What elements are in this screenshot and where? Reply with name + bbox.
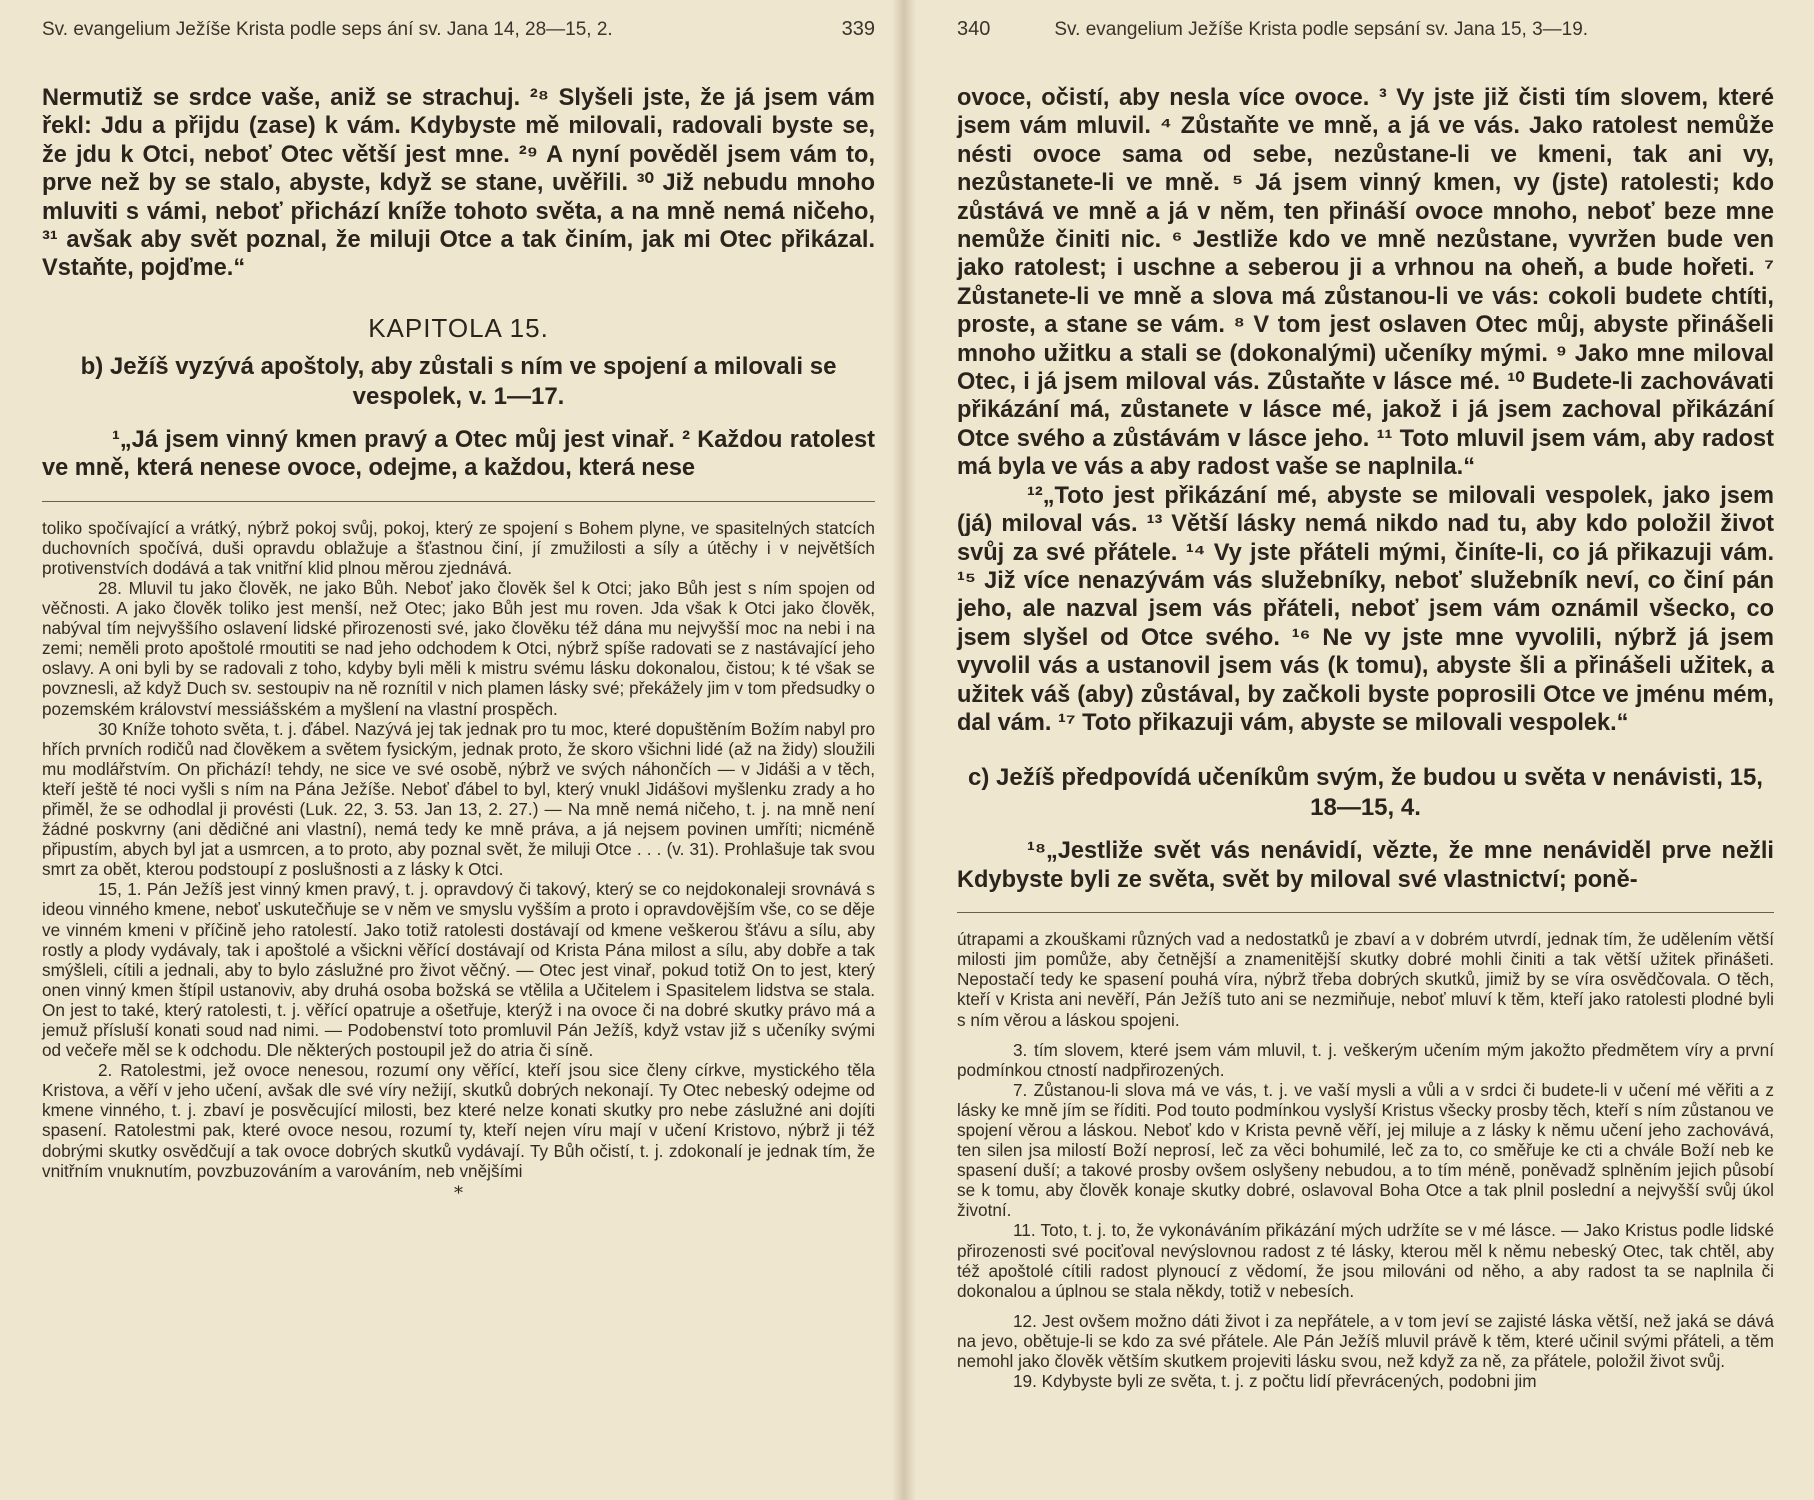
- left-running-title: Sv. evangelium Ježíše Krista podle seps ání sv. Jana 14, 28—15, 2.: [42, 19, 613, 40]
- left-page-number: 339: [841, 18, 875, 40]
- left-running-head: [42, 18, 875, 50]
- right-running-title: Sv. evangelium Ježíše Krista podle sepsání sv. Jana 15, 3—19.: [1054, 19, 1589, 40]
- left-section-heading: b) Ježíš vyzývá apoštoly, aby zůstali s ním ve spojení a milovali se vespolek, v. 1—17.: [80, 352, 837, 410]
- signature-mark: *: [454, 1182, 463, 1204]
- right-commentary-2: 3. tím slovem, které jsem vám mluvil, t. j. veškerým učením mým jakožto předmětem víry a první podmínkou ctností nadpřirozených.: [957, 1039, 1774, 1080]
- right-page-number: 340: [957, 18, 991, 40]
- right-main-paragraph-2: ¹²„Toto jest přikázání mé, abyste se milovali vespolek, jako jsem (já) miloval vás. ¹³ Větší lásky nemá nikdo nad tu, aby kdo položil život svůj za své přátele. ¹⁴ Vy jste přáteli mými, činíte-li, co já přikazuji vám. ¹⁵ Již více nenazývám vás služebníky, neboť služebník neví, co činí pán jeho, ale nazval jsem vás přáteli, neboť jsem vám oznámil všecko, co jsem slyšel od Otce svého. ¹⁶ Ne vy jste mne vyvolili, nýbrž já jsem vyvolil vás a ustanovil jsem vás (k tomu), abyste šli a přinášeli užitek, a užitek váš (aby) zůstával, by začkoli byste poprosili Otce ve jménu mém, dal vám. ¹⁷ Toto přikazuji vám, abyste se milovali vespolek.“: [957, 482, 1774, 736]
- right-main-paragraph-3: ¹⁸„Jestliže svět vás nenávidí, vězte, že mne nenáviděl prve nežli Kdybyste byli ze světa, svět by miloval své vlastnictví; poně-: [957, 838, 1774, 893]
- left-commentary-4: 15, 1. Pán Ježíš jest vinný kmen pravý, t. j. opravdový či takový, který se co nejdokonaleji srovnává s ideou vinného kmene, neboť uskutečňuje se v něm ve smyslu vyšším a proto i opravdovějším vše, co se děje ve vinném kmeni v příčině jeho ratolestí. Jako totiž ratolesti dostávají od kmene veškerou šťávu a sílu, aby rostly a plody vydávaly, tak i apoštolé a všickni věřící dostávají od Krista Pána milost a sílu, aby dobře a tak smýšleli, cítili a jednali, aby to bylo záslužné pro život věčný. — Otec jest vinař, pokud totiž On to jest, který onen vinný kmen štípil ustanoviv, aby druhá osoba božská se vtělila a Učitelem i Spasitelem lidstva se stala. On jest to také, který ratolesti, t. j. věřící opatruje a ošetřuje, kterýž i na ovoce či na dobré skutky právo má a jemuž přísluší konati soud nad nimi. — Podobenství toto promluvil Pán Ježíš, když vstav již s učeníky svými od večeře měl se k odchodu. Dle některých postoupil jež do atria či síně.: [42, 879, 875, 1061]
- left-commentary-1: toliko spočívající a vrátký, nýbrž pokoj svůj, pokoj, který ze spojení s Bohem plyne, ve spasitelných statcích duchovních spočívá, duši opravdu oblažuje a šťastnou činí, jí zmužilosti a síly a útěchy i v největších protivenstvích dodává a tak vnitřní klid plnou měrou zjednává.: [42, 517, 875, 578]
- left-footnote-rule: [42, 501, 875, 502]
- right-section-heading: c) Ježíš předpovídá učeníkům svým, že budou u světa v nenávisti, 15, 18—15, 4.: [968, 764, 1763, 822]
- right-commentary-3: 7. Zůstanou-li slova má ve vás, t. j. ve vaší mysli a vůli a v srdci či budete-li v učení mé věřiti a z lásky ke mně jím se říditi. Pod touto podmínkou vyslyší Kristus všecky prosby těch, kteří s ním zůstanou ve spojení věrou a láskou. Neboť kdo v Krista pevně věří, jej miluje a z lásky k němu učení jeho zachovává, ten silen jsa milostí Boží neprosí, leč za věci bohumilé, leč za to, co směřuje ke cti a chvále Boží neb ke spasení duší; a takové prosby ovšem oslyšeny nebudou, a to tím méně, poněvadž splněním jejich působí se k tomu, aby člověk konaje skutky dobré, oslavoval Boha Otce a tak plnil poslední a nejvyšší svůj úkol životní.: [957, 1079, 1774, 1221]
- left-commentary-2: 28. Mluvil tu jako člověk, ne jako Bůh. Neboť jako člověk šel k Otci; jako Bůh jest s ním spojen od věčnosti. A jako člověk toliko jest menší, než Otec; jako Bůh jest mu roven. Jda však k Otci jako člověk, nabýval tím nejvyššího oslavení lidské přirozenosti své, jako člověku též dána mu nejvyšší moc na nebi i na zemi; neměli proto apoštolé rmoutiti se nad jeho odchodem k Otci, nýbrž spíše radovati se z nastávající jeho oslavy. A oni byli by se radovali z toho, kdyby byli měli k mistru svému lásku dokonalou, čistou; k té však se povznesli, až když Duch sv. sestoupiv na ně roznítil v nich plamen lásky své; překážely jim v tom předsudky o pozemském království messiášském a myšlení na vlastní prospěch.: [42, 577, 875, 719]
- left-page: [0, 0, 905, 1500]
- left-commentary-5: 2. Ratolestmi, jež ovoce nenesou, rozumí ony věřící, kteří jsou sice členy církve, mystického těla Kristova, a věří v jeho učení, avšak dle své víry nežijí, skutků dobrých nekonají. Ty Otec nebeský odejme od kmene vinného, t. j. zbaví je posvěcující milosti, bez které nelze konati skutky pro nebe záslužné ani dojíti spasení. Ratolestmi pak, které ovoce nesou, rozumí ty, kteří nejen víru mají v učení Kristovo, nýbrž ji též dobrými skutky osvědčují a tak ovoce dobrých skutků vydávají. Ty Bůh očistí, t. j. zdokonalí je jednak tím, že vnitřním vnuknutím, povzbuzováním a varováním, neb vnějšími: [42, 1060, 875, 1181]
- chapter-heading: KAPITOLA 15.: [368, 312, 549, 343]
- right-commentary-1: útrapami a zkouškami různých vad a nedostatků je zbaví a v dobrém utvrdí, jednak tím, že udělením větší milosti jim pomůže, aby četnější a znamenitější skutky dobré mohli činiti a tak větší užitek přinášeti. Nepostačí tedy ke spasení pouhá víra, nýbrž třeba dobrých skutků, jimiž by se víra osvědčovala. O těch, kteří v Krista ani nevěří, Pán Ježíš tuto ani se nezmiňuje, neboť mluví k těm, kteří jako ratolesti plodné byli s ním věrou a láskou spojeni.: [957, 929, 1774, 1030]
- right-main-paragraph-1: ovoce, očistí, aby nesla více ovoce. ³ Vy jste již čisti tím slovem, které jsem vám mluvil. ⁴ Zůstaňte ve mně, a já ve vás. Jako ratolest nemůže nésti ovoce sama od sebe, nezůstane-li ve kmeni, tak ani vy, nezůstanete-li ve mně. ⁵ Já jsem vinný kmen, vy (jste) ratolesti; kdo zůstává ve mně a já v něm, ten přináší ovoce mnoho, neboť beze mne nemůže činiti nic. ⁶ Jestliže kdo ve mně nezůstane, vyvržen bude ven jako ratolest; i uschne a seberou ji a vrhnou na oheň, a bude hořeti. ⁷ Zůstanete-li ve mně a slova má zůstanou-li ve vás: cokoli budete chtíti, proste, a stane se vám. ⁸ V tom jest oslaven Otec můj, abyste přinášeli mnoho užitku a stali se (dokonalými) učeníky mými. ⁹ Jako mne miloval Otec, i já jsem miloval vás. Zůstaňte v lásce mé. ¹⁰ Budete-li zachovávati přikázání má, zůstanete v lásce mé, jakož i já jsem zachoval přikázání Otce svého a zůstávám v lásce jeho. ¹¹ Toto mluvil jsem vám, aby radost má byla ve vás a aby radost vaše se naplnila.“: [957, 85, 1774, 481]
- left-main-paragraph-1: Nermutiž se srdce vaše, aniž se strachuj. ²⁸ Slyšeli jste, že já jsem vám řekl: Jdu a přijdu (zase) k vám. Kdybyste mě milovali, radovali byste se, že jdu k Otci, neboť Otec větší jest mne. ²⁹ A nyní pověděl jsem vám to, prve než by se stalo, abyste, když se stane, uvěřili. ³⁰ Již nebudu mnoho mluviti s vámi, neboť přichází kníže tohoto světa, a na mně nemá ničeho, ³¹ avšak aby svět poznal, že miluji Otce a tak činím, jak mi Otec přikázal. Vstaňte, pojďme.“: [42, 85, 875, 282]
- right-commentary-4: 11. Toto, t. j. to, že vykonáváním přikázání mých udržíte se v mé lásce. — Jako Kristus podle lidské přirozenosti své pociťoval nevýslovnou radost z té lásky, kterou měl k němu nebeský Otec, tak chtěl, aby též apoštolé cítili radost plynoucí z vědomí, že jsou milováni od něho, a aby radost ta se naplnila či dokonalou a úplnou se stala někdy, totiž v nebesích.: [957, 1220, 1774, 1301]
- left-main-paragraph-2: ¹„Já jsem vinný kmen pravý a Otec můj jest vinař. ² Každou ratolest ve mně, která nenese ovoce, odejme, a každou, která nese: [42, 426, 875, 482]
- left-commentary-3: 30 Kníže tohoto světa, t. j. ďábel. Nazývá jej tak jednak pro tu moc, které dopuštěním Božím nabyl pro hřích prvních rodičů nad člověkem a světem fysickým, jednak proto, že skoro všichni lidé (až na židy) sloužili mu modlářstvím. On přichází! tehdy, ne sice ve své osobě, nýbrž ve svých náhončích — v Jidáši a v těch, kteří ještě té noci vyšli s ním na Pána Ježíše. Neboť ďábel to byl, který vnukl Jidášovi myšlenku zrady a ho přiměl, že se odhodlal ji provésti (Luk. 22, 3. 53. Jan 13, 2. 27.) — Na mně nemá ničeho, t. j. na mně není žádné poskvrny (ani dědičné ani vlastní), nemá tedy ke mně práva, a já nejsem povinen umříti; nicméně připustím, abych byl jat a usmrcen, a to proto, aby poznal svět, že miluji Otce . . . (v. 31). Prohlašuje tak svou smrt za obět, kterou podstoupí z poslušnosti a z lásky k Otci.: [42, 718, 875, 880]
- right-page: [905, 0, 1814, 1500]
- right-running-head: [957, 18, 1774, 50]
- right-footnote-rule: [957, 912, 1774, 913]
- right-commentary-6: 19. Kdybyste byli ze světa, t. j. z počtu lidí převrácených, podobni jim: [1013, 1371, 1537, 1392]
- right-commentary-5: 12. Jest ovšem možno dáti život i za nepřátele, a v tom jeví se zajisté láska větší, než jaká se dává na jevo, obětuje-li se kdo za své přátele. Ale Pán Ježíš mluvil právě k těm, které učinil svými přáteli, a těm nemohl jako člověk větším skutkem projeviti lásku svou, než když za ně, za přátele, položil život svůj.: [957, 1310, 1774, 1372]
